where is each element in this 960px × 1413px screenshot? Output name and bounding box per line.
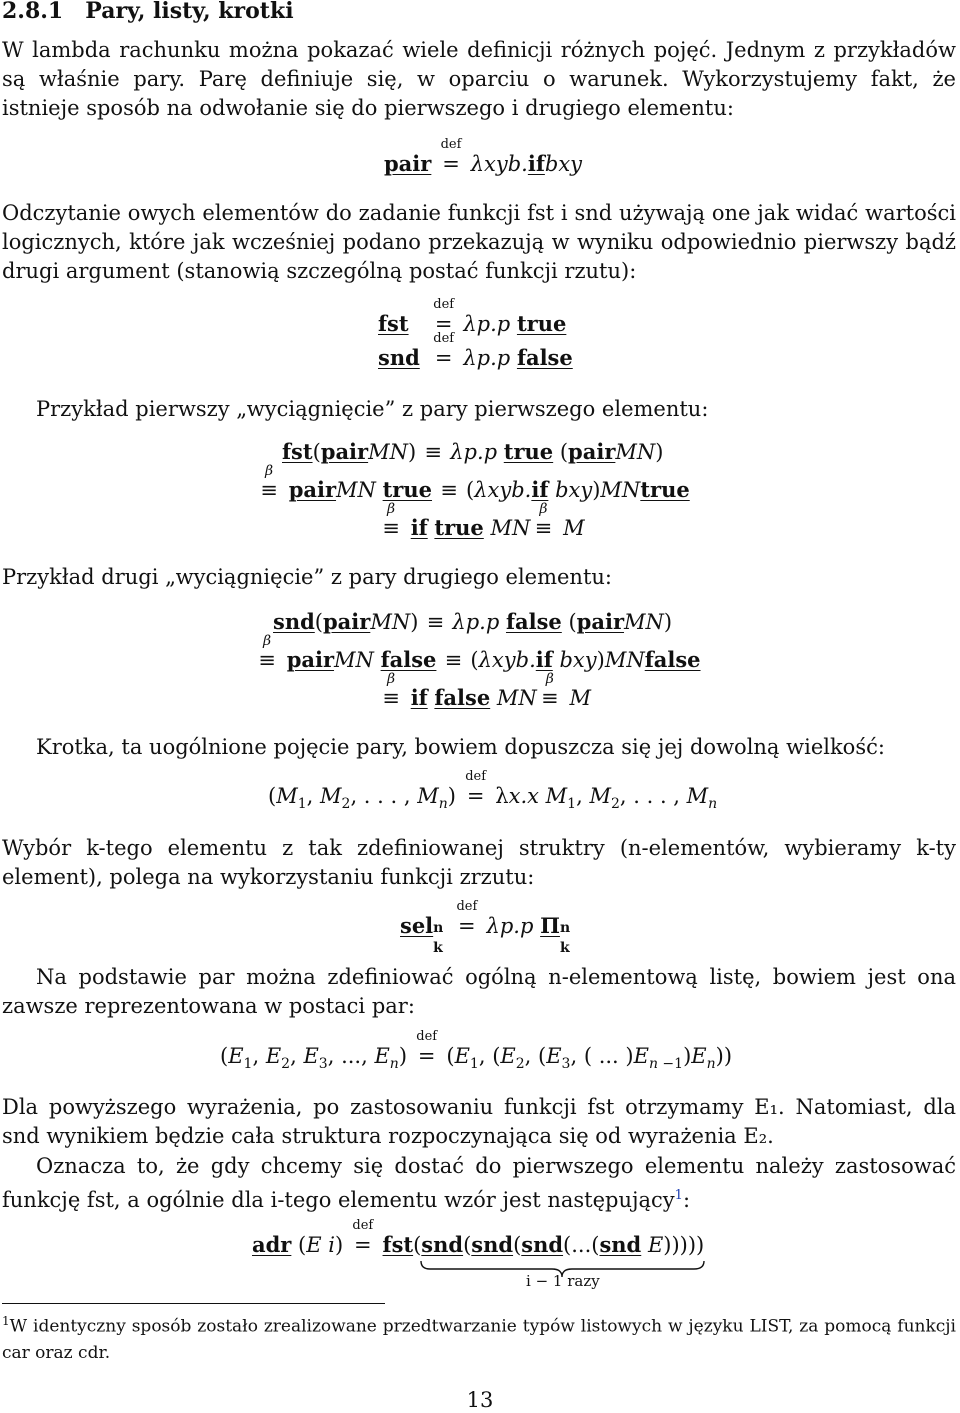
page-number: 13	[466, 1388, 494, 1412]
equation-tuple: ($M_1$, $M_2$, . . . , $M_n$) def = λx.x $M_1$, $M_2$, . . . , $M_n$	[268, 769, 718, 812]
section-heading	[2, 0, 294, 24]
paragraph-1: W lambda rachunku można pokazać wiele definicji różnych pojęć. Jednym z przykładów są właśnie pary. Parę definiuje się, w oparciu o warunek. Wykorzystujemy fakt, że istnieje sposób na odwołanie się do pierwszego i drugiego elementu:	[2, 38, 956, 120]
derivation-2-line-2: β ≡ pairMN false ≡ (λxyb.if bxy)MNfalse	[258, 633, 701, 672]
section-title: Pary, listy, krotki	[85, 0, 294, 24]
brace-label: i − 1 razy	[526, 1272, 600, 1290]
paragraph-2: Odczytanie owych elementów do zadanie funkcji fst i snd używają one jak widać wartości logicznych, które jak wcześniej podano przekazują w wyniku odpowiednio pierwszy bądź drugi argument (stanowią szczególną postać funkcji rzutu):	[2, 201, 956, 283]
derivation-2-line-3: β ≡ if false MN β ≡ M	[382, 671, 591, 710]
equation-pair: pair def = λxyb.ifbxy	[384, 137, 583, 176]
paragraph-8: Dla powyższego wyrażenia, po zastosowaniu funkcji fst otrzymamy E₁. Natomiast, dla snd wynikiem będzie cała struktura rozpoczynająca się od wyrażenia E₂.	[2, 1095, 956, 1148]
paragraph-9: Oznacza to, że gdy chcemy się dostać do pierwszego elementu należy zastosować funkcję fst, a ogólnie dla i-tego elementu wzór jest następujący$^1$:	[2, 1154, 956, 1212]
derivation-1-line-1: fst(pairMN) ≡ λp.p true (pairMN)	[282, 439, 664, 464]
paragraph-3: Przykład pierwszy „wyciągnięcie” z pary pierwszego elementu:	[36, 397, 709, 421]
equation-fst: fst def = λp.p true	[378, 297, 567, 336]
footnote-rule	[2, 1303, 385, 1304]
equation-list: ($E_1$, $E_2$, $E_3$, ..., $E_n$) def = ($E_1$, ($E_2$, ($E_3$, ( ... )$E_{n -1})E_n$))	[220, 1029, 733, 1072]
derivation-2-line-1: snd(pairMN) ≡ λp.p false (pairMN)	[273, 609, 673, 634]
equation-adr: adr (E i) def = fst(snd(snd(snd(...(snd E)))))	[252, 1218, 705, 1257]
footnote-ref[interactable]: 1	[674, 1188, 683, 1203]
paragraph-4: Przykład drugi „wyciągnięcie” z pary drugiego elementu:	[2, 565, 612, 589]
paragraph-7: Na podstawie par można zdefiniować ogólną n-elementową listę, bowiem jest ona zawsze reprezentowana w postaci par:	[2, 965, 956, 1018]
equation-sel: sel n k def = λp.p Π n k	[400, 899, 571, 956]
section-number: 2.8.1	[2, 0, 64, 24]
paragraph-6: Wybór k-tego elementu z tak zdefiniowanej struktry (n-elementów, wybieramy k-ty element), polega na wykorzystaniu funkcji zrzutu:	[2, 836, 956, 889]
derivation-1-line-3: β ≡ if true MN β ≡ M	[382, 501, 585, 540]
paragraph-5: Krotka, ta uogólnione pojęcie pary, bowiem dopuszcza się jej dowolną wielkość:	[36, 735, 885, 759]
equation-snd: snd def = λp.p false	[378, 331, 573, 370]
derivation-1-line-2: β ≡ pairMN true ≡ (λxyb.if bxy)MNtrue	[260, 463, 690, 502]
footnote: $^1$W identyczny sposób zostało zrealizowane przedtwarzanie typów listowych w języku LIST, za pomocą funkcji car oraz cdr.	[2, 1314, 956, 1363]
def-equals: def =	[440, 137, 462, 176]
